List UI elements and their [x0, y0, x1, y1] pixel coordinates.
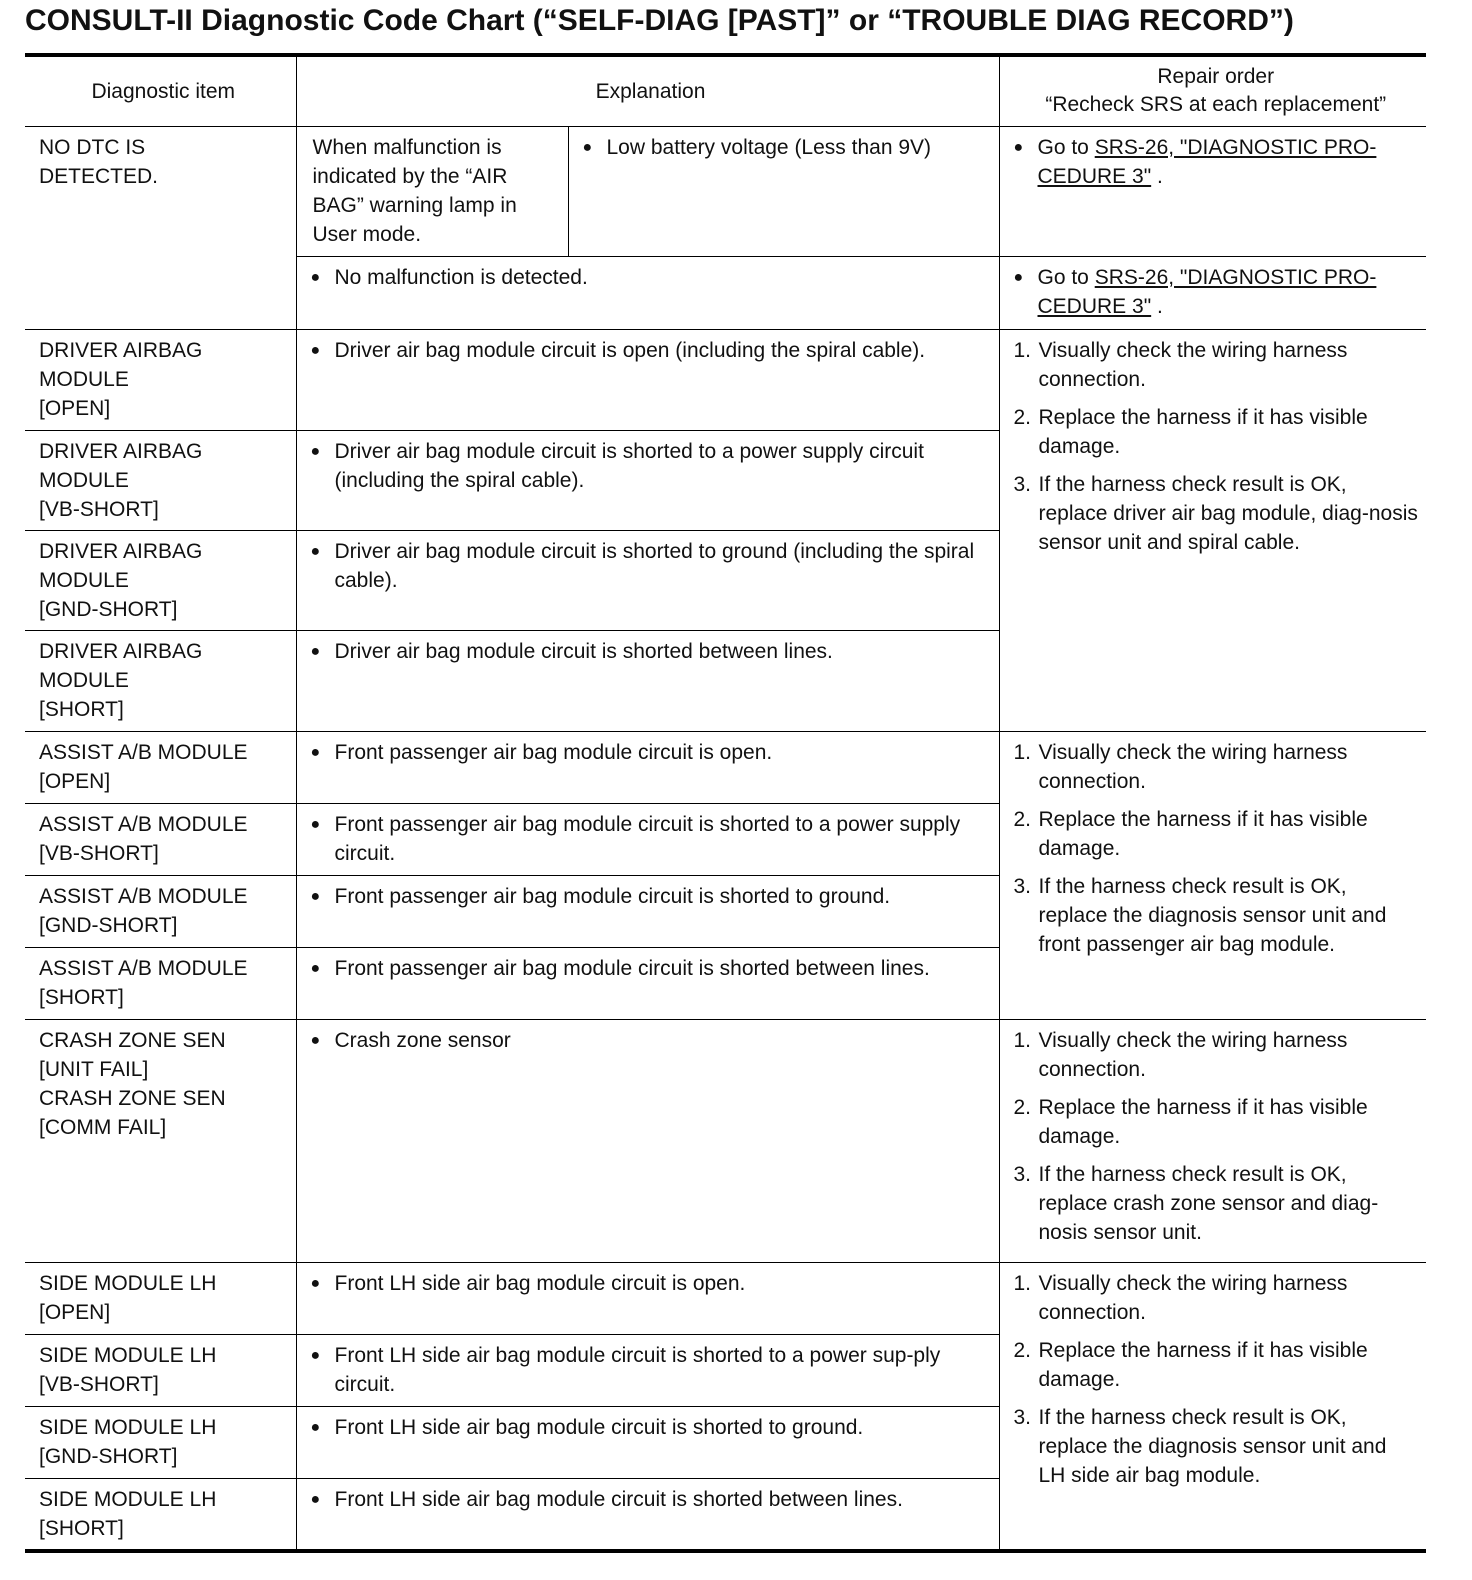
explanation-driver-gnd-short: ● Driver air bag module circuit is shorted to ground (including the spiral cable).: [296, 530, 999, 630]
header-repair-line1: Repair order: [1157, 65, 1275, 89]
item-assist-gnd-short: ASSIST A/B MODULE [GND-SHORT]: [25, 875, 296, 947]
explanation-assist-gnd-short: ● Front passenger air bag module circuit is shorted to ground.: [296, 875, 999, 947]
srs-26-link[interactable]: SRS-26, "DIAGNOSTIC PRO-CEDURE 3": [1037, 135, 1377, 188]
item-assist-vb-short: ASSIST A/B MODULE [VB-SHORT]: [25, 803, 296, 875]
page-title: CONSULT-II Diagnostic Code Chart (“SELF-DIAG [PAST]” or “TROUBLE DIAG RECORD”): [25, 4, 1294, 37]
item-side-open: SIDE MODULE LH [OPEN]: [25, 1262, 296, 1334]
explanation-side-gnd-short: ● Front LH side air bag module circuit is shorted to ground.: [296, 1406, 999, 1478]
repair-no-dtc-1: ● Go to SRS-26, "DIAGNOSTIC PRO-CEDURE 3" .: [999, 126, 1426, 256]
repair-assist: 1. Visually check the wiring harness connection. 2. Replace the harness if it has visible damage. 3. If the harness check result is OK, replace the diagnosis sensor unit and front passenger air bag module.: [999, 731, 1426, 1019]
explanation-side-vb-short: ● Front LH side air bag module circuit is shorted to a power sup-ply circuit.: [296, 1334, 999, 1406]
header-repair-order: [999, 55, 1426, 126]
item-driver-vb-short: DRIVER AIRBAG MODULE [VB-SHORT]: [25, 430, 296, 530]
table-row: [25, 329, 1426, 430]
header-repair-line2: “Recheck SRS at each replacement”: [1045, 93, 1387, 117]
explanation-crash-zone: ● Crash zone sensor: [296, 1019, 999, 1262]
repair-crash: 1. Visually check the wiring harness connection. 2. Replace the harness if it has visible damage. 3. If the harness check result is OK, replace crash zone sensor and diag-nosis sensor unit.: [999, 1019, 1426, 1262]
table-row: [25, 731, 1426, 803]
item-side-vb-short: SIDE MODULE LH [VB-SHORT]: [25, 1334, 296, 1406]
diagnostic-code-table: [25, 53, 1426, 1553]
item-assist-short: ASSIST A/B MODULE [SHORT]: [25, 947, 296, 1019]
item-driver-open: DRIVER AIRBAG MODULE [OPEN]: [25, 329, 296, 430]
repair-side: 1. Visually check the wiring harness connection. 2. Replace the harness if it has visible damage. 3. If the harness check result is OK, replace the diagnosis sensor unit and LH side air bag module.: [999, 1262, 1426, 1551]
explanation-no-malfunction: ● No malfunction is detected.: [296, 256, 999, 329]
explanation-user-mode: When malfunction is indicated by the “AIR BAG” warning lamp in User mode.: [296, 126, 568, 256]
repair-driver: 1. Visually check the wiring harness connection. 2. Replace the harness if it has visible damage. 3. If the harness check result is OK, replace driver air bag module, diag-nosis sensor unit and spiral cable.: [999, 329, 1426, 731]
explanation-assist-short: ● Front passenger air bag module circuit is shorted between lines.: [296, 947, 999, 1019]
item-driver-gnd-short: DRIVER AIRBAG MODULE [GND-SHORT]: [25, 530, 296, 630]
item-side-gnd-short: SIDE MODULE LH [GND-SHORT]: [25, 1406, 296, 1478]
item-assist-open: ASSIST A/B MODULE [OPEN]: [25, 731, 296, 803]
explanation-side-open: ● Front LH side air bag module circuit is open.: [296, 1262, 999, 1334]
explanation-driver-open: ● Driver air bag module circuit is open (including the spiral cable).: [296, 329, 999, 430]
explanation-driver-vb-short: ● Driver air bag module circuit is shorted to a power supply circuit (including the spiral cable).: [296, 430, 999, 530]
explanation-low-battery: ● Low battery voltage (Less than 9V): [568, 126, 999, 256]
header-explanation: Explanation: [296, 55, 999, 126]
srs-26-link[interactable]: SRS-26, "DIAGNOSTIC PRO-CEDURE 3": [1037, 265, 1377, 318]
item-driver-short: DRIVER AIRBAG MODULE [SHORT]: [25, 630, 296, 731]
item-side-short: SIDE MODULE LH [SHORT]: [25, 1478, 296, 1551]
header-diagnostic-item: Diagnostic item: [25, 55, 296, 126]
explanation-assist-open: ● Front passenger air bag module circuit is open.: [296, 731, 999, 803]
explanation-side-short: ● Front LH side air bag module circuit is shorted between lines.: [296, 1478, 999, 1551]
explanation-assist-vb-short: ● Front passenger air bag module circuit is shorted to a power supply circuit.: [296, 803, 999, 875]
item-no-dtc: NO DTC IS DETECTED.: [25, 126, 296, 329]
table-row: [25, 126, 1426, 256]
repair-no-dtc-2: ● Go to SRS-26, "DIAGNOSTIC PRO-CEDURE 3" .: [999, 256, 1426, 329]
header-row: [25, 55, 1426, 126]
item-crash-zone: CRASH ZONE SEN [UNIT FAIL] CRASH ZONE SEN [COMM FAIL]: [25, 1019, 296, 1262]
table-row: [25, 1019, 1426, 1262]
explanation-driver-short: ● Driver air bag module circuit is shorted between lines.: [296, 630, 999, 731]
table-row: [25, 1262, 1426, 1334]
